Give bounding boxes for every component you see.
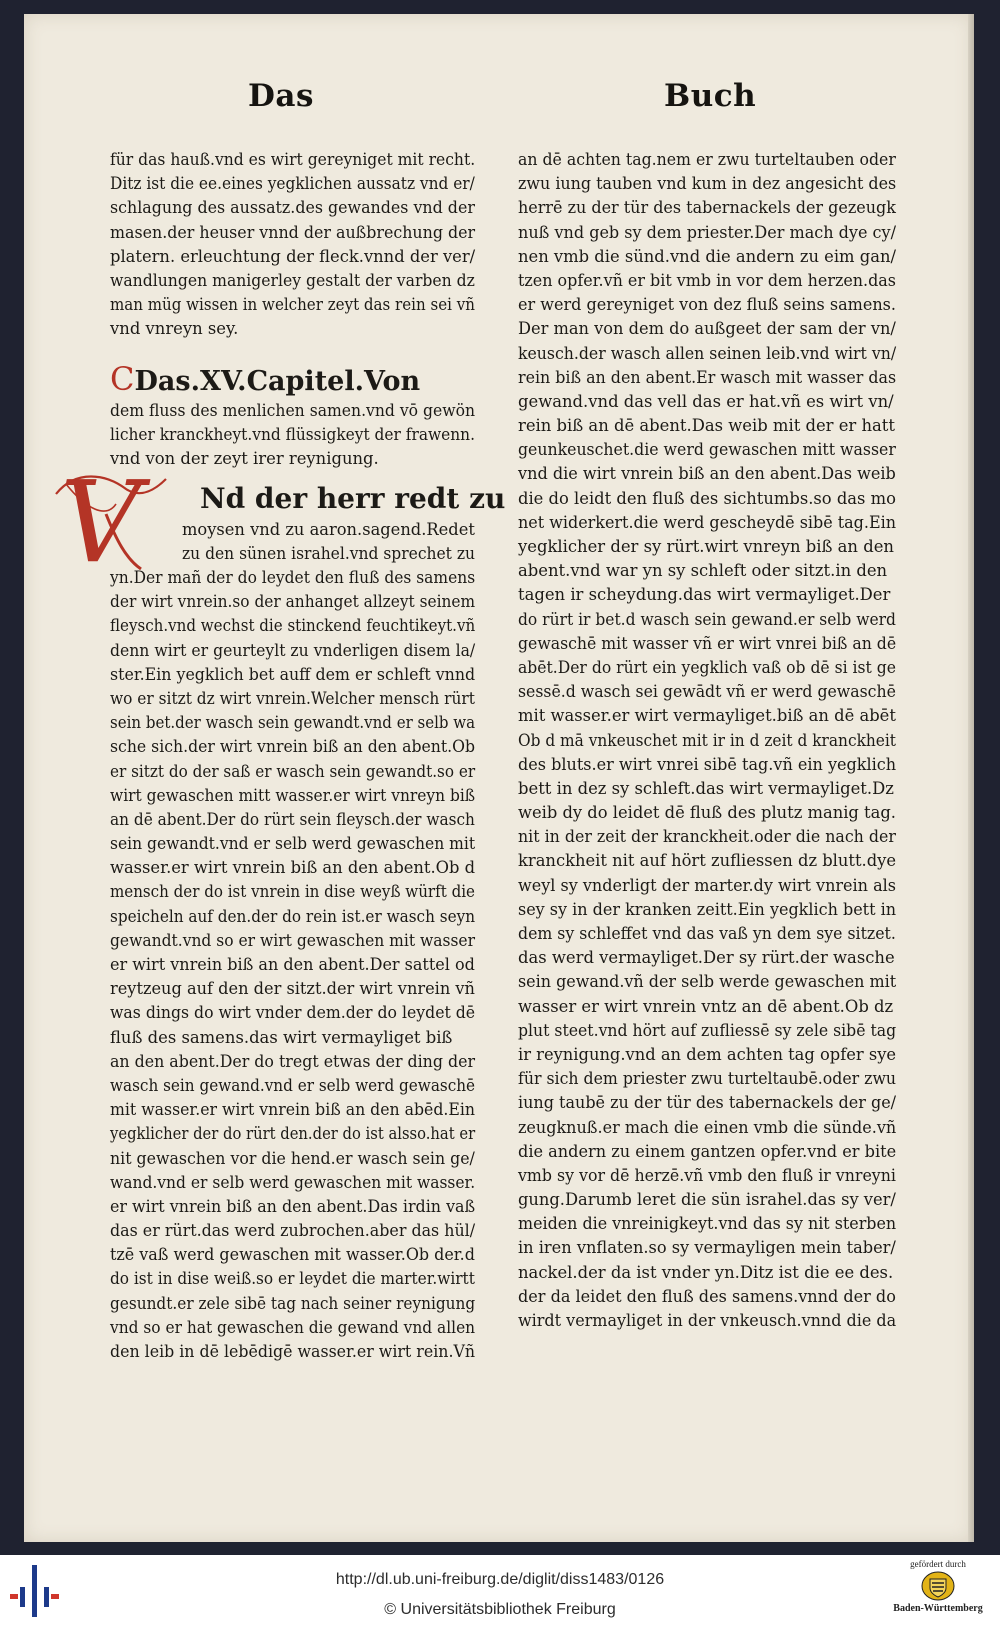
- chapter-title: Das.XV.Capitel.Von: [134, 366, 421, 397]
- text-line: er werd gereyniget von dez fluß seins samens.: [518, 295, 897, 315]
- text-line: sey sy in der kranken zeitt.Ein yegklich bett in: [518, 899, 897, 919]
- text-line: gung.Darumb leret die sün israhel.das sy ver/: [518, 1190, 896, 1210]
- text-line: sche sich.der wirt vnrein biß an den abent.Ob: [110, 737, 475, 757]
- text-line: reytzeug auf den der sitzt.der wirt vnrein vñ: [110, 979, 475, 999]
- text-line: gewandt.vnd so er wirt gewaschen mit wasser: [110, 930, 476, 950]
- text-line: iung taubē zu der tür des tabernackels der ge/: [518, 1093, 897, 1113]
- text-line: abent.vnd war yn sy schleft oder sitzt.in den: [518, 561, 888, 581]
- text-line: er wirt vnrein biß an den abent.Das irdin vaß: [110, 1196, 476, 1216]
- text-line: meiden die vnreinigkeyt.vnd das sy nit sterben: [518, 1214, 897, 1234]
- text-line: wirt gewaschen mitt wasser.er wirt vnreyn biß: [110, 785, 476, 805]
- opening-line: Nd der herr redt zu: [200, 482, 506, 515]
- text-line: keusch.der wasch allen seinen leib.vnd wirt vn/: [518, 343, 897, 363]
- text-line: vnd vnreyn sey.: [110, 319, 239, 339]
- text-line: wasser er wirt vnrein vntz an dē abent.Ob dz: [518, 996, 894, 1016]
- text-line: das er rürt.das werd zubrochen.aber das hül/: [110, 1221, 476, 1241]
- text-line: fluß des samens.das wirt vermayliget biß: [110, 1027, 453, 1047]
- text-line: wo er sitzt dz wirt vnrein.Welcher mensch rürt: [110, 688, 475, 708]
- chapter-line: vnd von der zeyt irer reynigung.: [110, 449, 379, 469]
- text-line: bett in dez sy schleft.das wirt vermayliget.Dz: [518, 778, 894, 798]
- text-line: speicheln auf den.der do rein ist.er wasch seyn: [110, 906, 476, 926]
- text-line: yn.Der mañ der do leydet den fluß des samens: [110, 568, 476, 587]
- text-line: gewand.vnd das vell das er hat.vñ es wirt vn/: [518, 391, 894, 411]
- text-line: plut steet.vnd hört auf zufliessē sy zele sibē tag: [518, 1020, 897, 1040]
- text-line: yegklicher der sy rürt.wirt vnreyn biß an den: [518, 537, 894, 556]
- text-line: was dings do wirt vnder dem.der do leydet dē: [110, 1003, 476, 1023]
- text-line: in iren vnflaten.so sy vermayligen mein taber/: [518, 1238, 896, 1258]
- text-line: mit wasser.er wirt vermayliget.biß an dē abēt: [518, 706, 896, 726]
- decorated-initial: V: [60, 458, 141, 588]
- left-column-top: [110, 148, 507, 342]
- text-line: vmb sy vor dē herzē.vñ vmb den fluß ir vnreyni: [518, 1165, 896, 1185]
- text-line: zeugknuß.er mach die einen vmb die sünde.vñ: [518, 1117, 897, 1137]
- text-line: ster.Ein yegklich bet auff dem er schleft vnnd: [110, 664, 476, 684]
- text-line: tzen opfer.vñ er bit vmb in vor dem herzen.das: [518, 270, 896, 290]
- text-line: geunkeuschet.die werd gewaschen mitt wasser: [518, 440, 896, 460]
- copyright-notice: © Universitätsbibliothek Freiburg: [384, 1601, 616, 1618]
- text-line: vnd so er hat gewaschen die gewand vnd allen: [110, 1317, 476, 1337]
- text-line: abēt.Der do rürt ein yegklich vaß ob dē si ist ge: [518, 657, 896, 677]
- text-line: moysen vnd zu aaron.sagend.Redet: [182, 520, 475, 539]
- text-line: Ob d mā vnkeuschet mit ir in d zeit d kranckheit: [518, 730, 896, 750]
- text-line: zu den sünen israhel.vnd sprechet zu: [182, 544, 475, 564]
- text-line: wandlungen manigerley gestalt der varben dz: [110, 270, 475, 290]
- text-line: weyl sy vnderligt der marter.dy wirt vnrein als: [518, 875, 897, 895]
- text-line: masen.der heuser vnnd der außbrechung der: [110, 222, 476, 242]
- chapter-line: dem fluss des menlichen samen.vnd vō gewön: [110, 401, 476, 420]
- text-line: an dē achten tag.nem er zwu turteltauben oder: [518, 150, 896, 169]
- text-line: tzē vaß werd gewaschen mit wasser.Ob der.d: [110, 1245, 475, 1265]
- text-line: rein biß an den abent.Er wasch mit wasser das: [518, 367, 897, 387]
- text-line: dem sy schleffet vnd das vaß yn dem sye sitzet.: [518, 924, 896, 943]
- text-line: sein bet.der wasch sein gewandt.vnd er selb wa: [110, 713, 476, 733]
- text-line: an den abent.Der do tregt etwas der ding der: [110, 1051, 476, 1071]
- text-line: wand.vnd er selb werd gewaschen mit wasser.: [110, 1172, 476, 1192]
- text-line: die andern zu einem gantzen opfer.vnd er bite: [518, 1141, 897, 1161]
- text-line: vnd die wirt vnrein biß an den abent.Das weib: [518, 464, 896, 484]
- text-line: net widerkert.die werd gescheydē sibē tag.Ein: [518, 512, 897, 532]
- text-line: für das hauß.vnd es wirt gereyniget mit recht.: [110, 150, 476, 169]
- left-column-indent: [182, 518, 492, 566]
- text-line: nackel.der da ist vnder yn.Ditz ist die ee des.: [518, 1262, 894, 1282]
- text-line: wasser.er wirt vnrein biß an den abent.Ob d: [110, 858, 476, 878]
- text-line: weib dy do leidet dē fluß des plutz manig tag.: [518, 803, 896, 823]
- text-line: platern. erleuchtung der fleck.vnnd der ver/: [110, 246, 476, 266]
- chapter-line: licher kranckheyt.vnd flüssigkeyt der frawenn.: [110, 425, 475, 445]
- text-line: des bluts.er wirt vnrei sibē tag.vñ ein yegklich: [518, 754, 897, 774]
- text-line: nuß vnd geb sy dem priester.Der mach dye cy/: [518, 222, 896, 242]
- right-column: [518, 148, 921, 1333]
- text-line: die do leidt den fluß des sichtumbs.so das mo: [518, 488, 896, 508]
- running-head-left: Das: [248, 78, 314, 114]
- text-line: yegklicher der do rürt den.der do ist alsso.hat er: [110, 1124, 476, 1144]
- page-url[interactable]: http://dl.ub.uni-freiburg.de/diglit/diss1483/0126: [335, 1571, 665, 1588]
- text-line: wasch sein gewand.vnd er selb werd gewaschē: [110, 1075, 476, 1095]
- text-line: do rürt ir bet.d wasch sein gewand.er selb werd: [518, 609, 896, 629]
- text-line: der wirt vnrein.so der anhanget allzeyt seinem: [110, 592, 476, 612]
- text-line: herrē zu der tür des tabernackels der gezeugk: [518, 198, 896, 218]
- text-line: sein gewandt.vnd er selb werd gewaschen mit: [110, 834, 476, 854]
- text-line: sessē.d wasch sei gewādt vñ er werd gewaschē: [518, 682, 896, 702]
- paragraph-mark: C: [110, 360, 135, 398]
- text-line: kranckheit nit auf hört zufliessen dz blutt.dye: [518, 851, 897, 871]
- text-line: do ist in dise weiß.so er leydet die marter.wirtt: [110, 1269, 475, 1289]
- footer-bar: [0, 1555, 1000, 1627]
- text-line: gewaschē mit wasser vñ er wirt vnrei biß an dē: [518, 633, 897, 653]
- text-line: wirdt vermayliget in der vnkeusch.vnnd die da: [518, 1311, 897, 1330]
- coat-of-arms-icon: [921, 1571, 955, 1601]
- text-line: der da leidet den fluß des samens.vnnd der do: [518, 1286, 896, 1306]
- text-line: nit in der zeit der kranckheit.oder die nach der: [518, 827, 896, 847]
- running-head-right: Buch: [664, 78, 757, 114]
- text-line: den leib in dē lebēdigē wasser.er wirt rein.Vñ: [110, 1342, 476, 1361]
- funder-name: Baden-Württemberg: [893, 1603, 983, 1614]
- text-line: tagen ir scheydung.das wirt vermayliget.Der: [518, 585, 891, 605]
- text-line: für sich dem priester zwu turteltaubē.oder zwu: [518, 1069, 897, 1089]
- text-line: er sitzt do der saß er wasch sein gewandt.so er: [110, 761, 476, 781]
- text-line: ir reynigung.vnd an dem achten tag opfer sye: [518, 1044, 897, 1064]
- text-line: nit gewaschen vor die hend.er wasch sein ge/: [110, 1148, 475, 1168]
- text-line: zwu iung tauben vnd kum in dez angesicht des: [518, 174, 897, 194]
- text-line: nen vmb die sünd.vnd die andern zu eim gan/: [518, 246, 896, 266]
- chapter-heading: [110, 362, 499, 472]
- text-line: das werd vermayliget.Der sy rürt.der wasche: [518, 948, 895, 968]
- page-edge: [968, 14, 974, 1542]
- text-line: rein biß an dē abent.Das weib mit der er hatt: [518, 416, 895, 436]
- text-line: mensch der do ist vnrein in dise weyß würft die: [110, 882, 475, 902]
- text-line: sein gewand.vñ der selb werde gewaschen mit: [518, 972, 897, 992]
- text-line: fleysch.vnd wechst die stinckend feuchtikeyt.vñ: [110, 616, 476, 636]
- text-line: man müg wissen in welcher zeyt das rein sei vñ: [110, 295, 475, 315]
- text-line: denn wirt er geurteylt zu vnderligen disem la/: [110, 640, 476, 660]
- text-line: gesundt.er zele sibē tag nach seiner reynigung: [110, 1293, 476, 1313]
- text-line: Der man von dem do außgeet der sam der vn/: [518, 319, 896, 339]
- left-column-body: [110, 566, 516, 1364]
- text-line: er wirt vnrein biß an den abent.Der sattel od: [110, 955, 475, 974]
- funder-label: gefördert durch: [910, 1559, 966, 1569]
- text-line: Ditz ist die ee.eines yegklichen aussatz vnd er/: [110, 174, 475, 194]
- text-line: schlagung des aussatz.des gewandes vnd der: [110, 198, 475, 218]
- text-line: mit wasser.er wirt vnrein biß an den abēd.Ein: [110, 1100, 475, 1120]
- text-line: an dē abent.Der do rürt sein fleysch.der wasch: [110, 809, 475, 829]
- funder-badge: [888, 1559, 988, 1614]
